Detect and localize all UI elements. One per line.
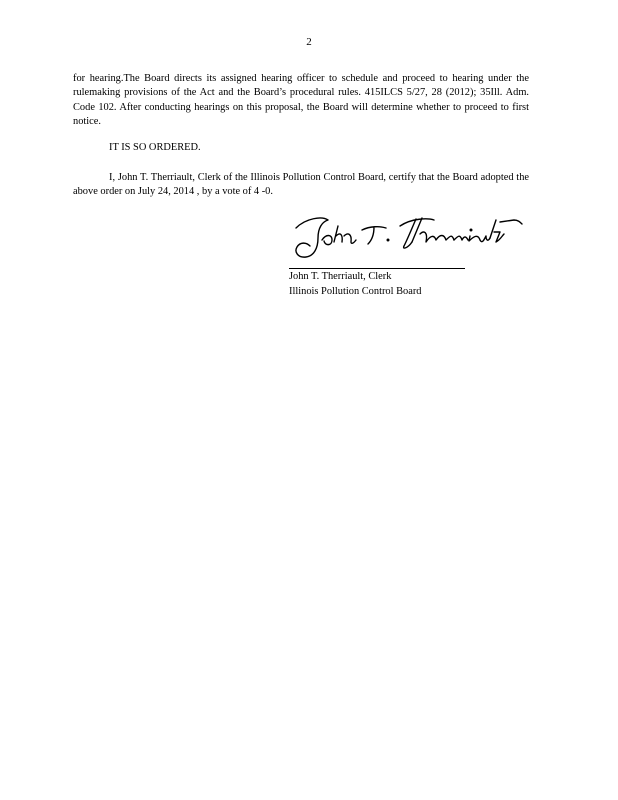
signature-line [289, 268, 465, 269]
certification-paragraph: I, John T. Therriault, Clerk of the Illinois Pollution Control Board, certify that the Board adopted the above order on July 24, 2014 , by a vote of 4 -0. [73, 172, 529, 198]
clerk-organization-line: Illinois Pollution Control Board [289, 286, 422, 297]
page-number: 2 [306, 36, 312, 48]
clerk-name-line: John T. Therriault, Clerk [289, 271, 392, 282]
handwritten-signature [288, 206, 528, 264]
hearing-paragraph: for hearing.The Board directs its assigned hearing officer to schedule and proceed to hearing under the rulemaking provisions of the Act and the Board’s procedural rules. 415ILCS 5/27, 28 (2012); 35Ill. Adm. Code 102. After conducting hearings on this proposal, the Board will determine whether to proceed to first notice. [73, 73, 529, 128]
ordered-statement: IT IS SO ORDERED. [109, 142, 201, 153]
